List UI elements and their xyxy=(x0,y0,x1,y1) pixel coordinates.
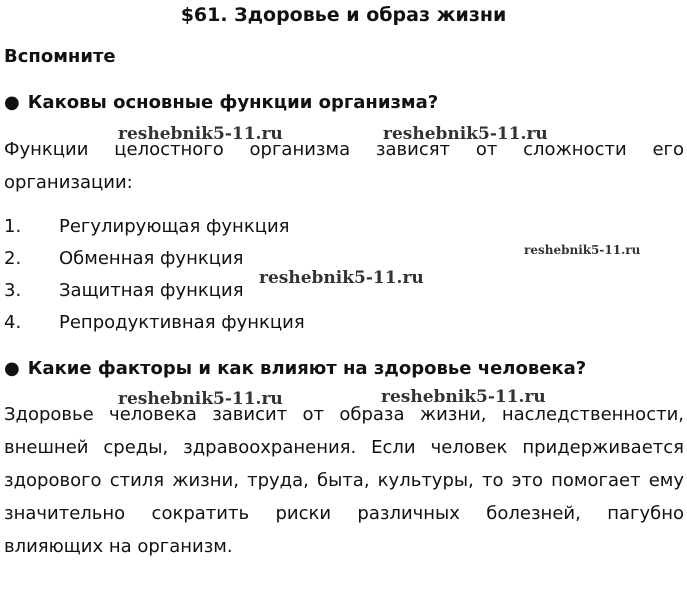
list-item-number: 3. xyxy=(4,280,22,301)
bullet-icon: ● xyxy=(4,92,20,113)
question-1 xyxy=(4,90,438,116)
list-item-text: Обменная функция xyxy=(59,248,244,269)
watermark: reshebnik5-11.ru xyxy=(118,389,283,409)
watermark: reshebnik5-11.ru xyxy=(118,124,283,144)
list-item-text: Защитная функция xyxy=(59,280,244,301)
list-item xyxy=(4,211,305,243)
watermark: reshebnik5-11.ru xyxy=(383,124,548,144)
bullet-icon: ● xyxy=(4,358,20,379)
watermark: reshebnik5-11.ru xyxy=(259,268,424,288)
list-item-number: 4. xyxy=(4,312,22,333)
watermark: reshebnik5-11.ru xyxy=(524,243,641,257)
question-1-text: Каковы основные функции организма? xyxy=(27,92,439,113)
answer-paragraph-1: Функции целостного организма зависят от сложности его организации: xyxy=(4,139,684,193)
section-heading: Вспомните xyxy=(4,46,116,67)
list-item-text: Регулирующая функция xyxy=(59,216,290,237)
list-item xyxy=(4,307,305,339)
watermark: reshebnik5-11.ru xyxy=(381,387,546,407)
question-2-text: Какие факторы и как влияют на здоровье человека? xyxy=(27,358,587,379)
question-2 xyxy=(4,356,586,382)
list-item-text: Репродуктивная функция xyxy=(59,312,305,333)
answer-paragraph-2: Здоровье человека зависит от образа жизни, наследственности, внешней среды, здравоохранения. Если человек придерживается здорового стиля жизни, труда, быта, культуры, то это помогает ему значительно сократить риски различных болезней, пагубно влияющих на организм. xyxy=(4,404,684,557)
page-title: $61. Здоровье и образ жизни xyxy=(180,4,507,26)
list-item-number: 1. xyxy=(4,216,22,237)
list-item-number: 2. xyxy=(4,248,22,269)
